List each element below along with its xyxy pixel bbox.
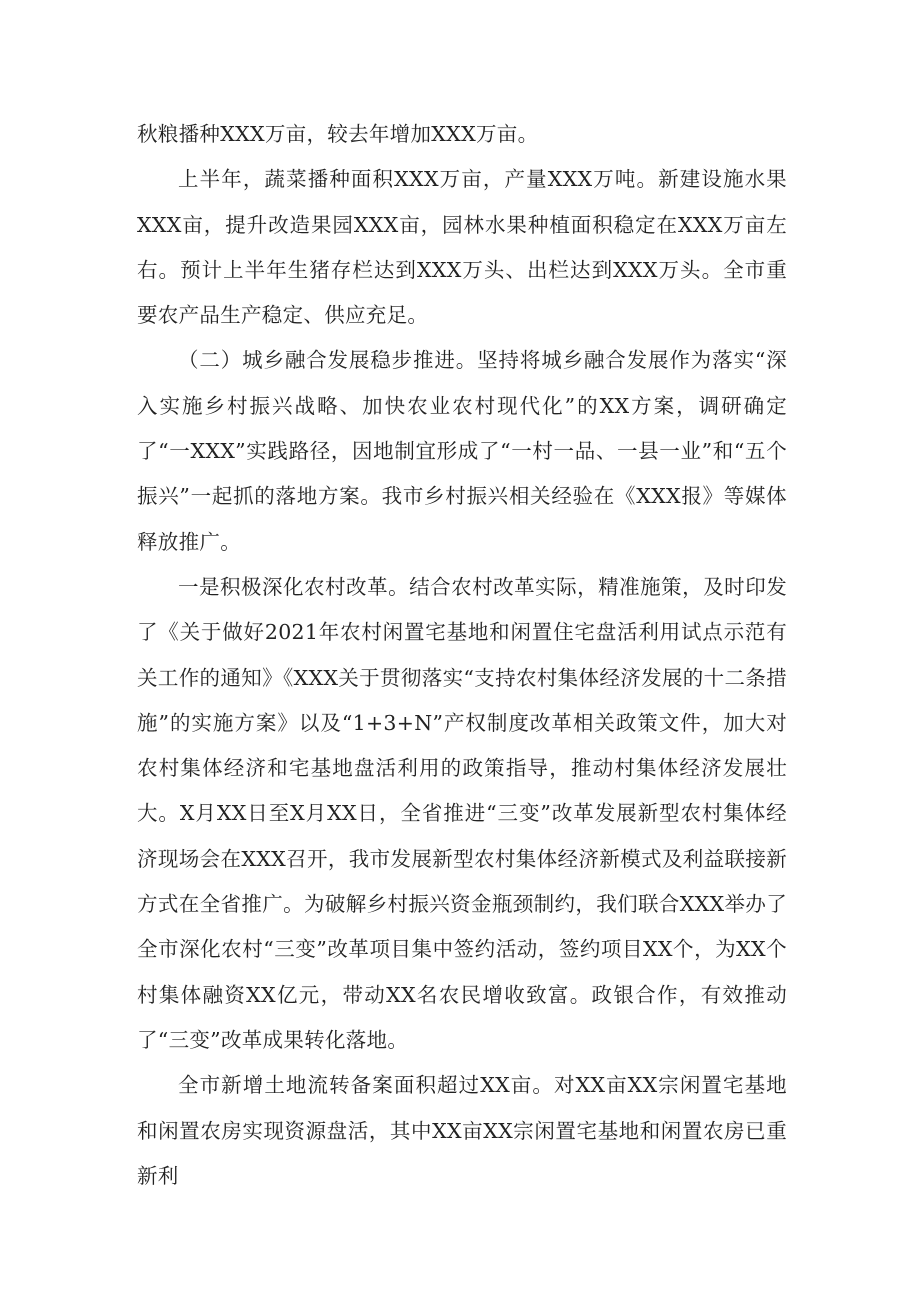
paragraph-rural-reform: 一是积极深化农村改革。结合农村改革实际，精准施策，及时印发了《关于做好2021年农村闲置宅基地和闲置住宅盘活利用试点示范有关工作的通知》《XXX关于贯彻落实“支持农村集体经济发展的十二条措施”的实施方案》以及“1+3+N”产权制度改革相关政策文件，加大对农村集体经济和宅基地盘活利用的政策指导，推动村集体经济发展壮大。X月XX日至X月XX日，全省推进“三变”改革发展新型农村集体经济现场会在XXX召开，我市发展新型农村集体经济新模式及利益联接新方式在全省推广。为破解乡村振兴资金瓶颈制约，我们联合XXX举办了全市深化农村“三变”改革项目集中签约活动，签约项目XX个，为XX个村集体融资XX亿元，带动XX名农民增收致富。政银合作，有效推动了“三变”改革成果转化落地。 xyxy=(137,574,787,1052)
paragraph-land-transfer: 全市新增土地流转备案面积超过XX亩。对XX亩XX宗闲置宅基地和闲置农房实现资源盘活，其中XX亩XX宗闲置宅基地和闲置农房已重新利 xyxy=(137,1073,787,1188)
document-body xyxy=(137,112,787,1199)
paragraph-urban-rural-integration: （二）城乡融合发展稳步推进。坚持将城乡融合发展作为落实“深入实施乡村振兴战略、加快农业农村现代化”的XX方案，调研确定了“一XXX”实践路径，因地制宜形成了“一村一品、一县一业”和“五个振兴”一起抓的落地方案。我市乡村振兴相关经验在《XXX报》等媒体释放推广。 xyxy=(137,348,787,554)
paragraph-vegetables-fruit: 上半年，蔬菜播种面积XXX万亩，产量XXX万吨。新建设施水果XXX亩，提升改造果园XXX亩，园林水果种植面积稳定在XXX万亩左右。预计上半年生猪存栏达到XXX万头、出栏达到XXX万头。全市重要农产品生产稳定、供应充足。 xyxy=(137,167,787,328)
paragraph-continuation: 秋粮播种XXX万亩，较去年增加XXX万亩。 xyxy=(137,122,539,146)
